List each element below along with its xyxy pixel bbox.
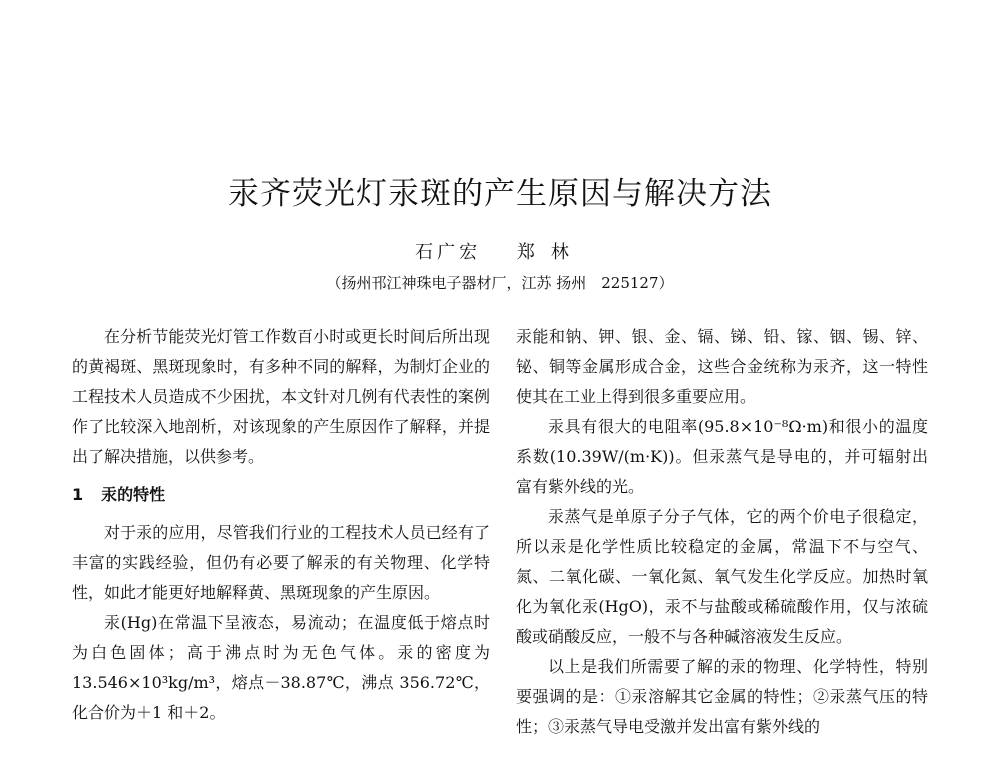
section-title: 汞的特性 xyxy=(101,485,166,504)
affiliation: （扬州邗江神珠电子器材厂，江苏 扬州 225127） xyxy=(326,274,674,292)
right-column xyxy=(516,322,928,742)
body-paragraph: 汞能和钠、钾、银、金、镉、锑、铅、镓、铟、锡、锌、铋、铜等金属形成合金，这些合金统称为汞齐，这一特性使其在工业上得到很多重要应用。 xyxy=(516,327,928,406)
author-name: 郑林 xyxy=(516,242,585,263)
body-paragraph: 对于汞的应用，尽管我们行业的工程技术人员已经有了丰富的实践经验，但仍有必要了解汞的有关物理、化学特性，如此才能更好地解释黄、黑斑现象的产生原因。 xyxy=(72,523,490,602)
body-paragraph: 汞蒸气是单原子分子气体，它的两个价电子很稳定，所以汞是化学性质比较稳定的金属，常温下不与空气、氮、二氧化碳、一氧化氮、氧气发生化学反应。加热时氧化为氧化汞(HgO)，汞不与盐酸或稀硫酸作用，仅与浓硫酸或硝酸反应，一般不与各种碱溶液发生反应。 xyxy=(516,507,928,646)
abstract-paragraph: 在分析节能荧光灯管工作数百小时或更长时间后所出现的黄褐斑、黑斑现象时，有多种不同的解释，为制灯企业的工程技术人员造成不少困扰，本文针对几例有代表性的案例作了比较深入地剖析，对该现象的产生原因作了解释，并提出了解决措施，以供参考。 xyxy=(72,327,490,466)
section-number: 1 xyxy=(72,485,84,504)
author-name: 石广宏 xyxy=(415,242,482,263)
body-paragraph: 汞(Hg)在常温下呈液态，易流动；在温度低于熔点时为白色固体；高于沸点时为无色气体。汞的密度为 13.546×10³kg/m³，熔点－38.87℃，沸点 356.72℃，化合价为＋1 和＋2。 xyxy=(72,613,490,722)
body-paragraph: 以上是我们所需要了解的汞的物理、化学特性，特别要强调的是：①汞溶解其它金属的特性；②汞蒸气压的特性；③汞蒸气导电受激并发出富有紫外线的 xyxy=(516,657,928,736)
author-line xyxy=(0,238,1000,264)
section-heading xyxy=(72,480,490,510)
body-paragraph: 汞具有很大的电阻率(95.8×10⁻⁸Ω·m)和很小的温度系数(10.39W/(m·K))。但汞蒸气是导电的，并可辐射出富有紫外线的光。 xyxy=(516,417,928,496)
paper-title: 汞齐荧光灯汞斑的产生原因与解决方法 xyxy=(228,176,772,212)
left-column xyxy=(72,322,490,728)
